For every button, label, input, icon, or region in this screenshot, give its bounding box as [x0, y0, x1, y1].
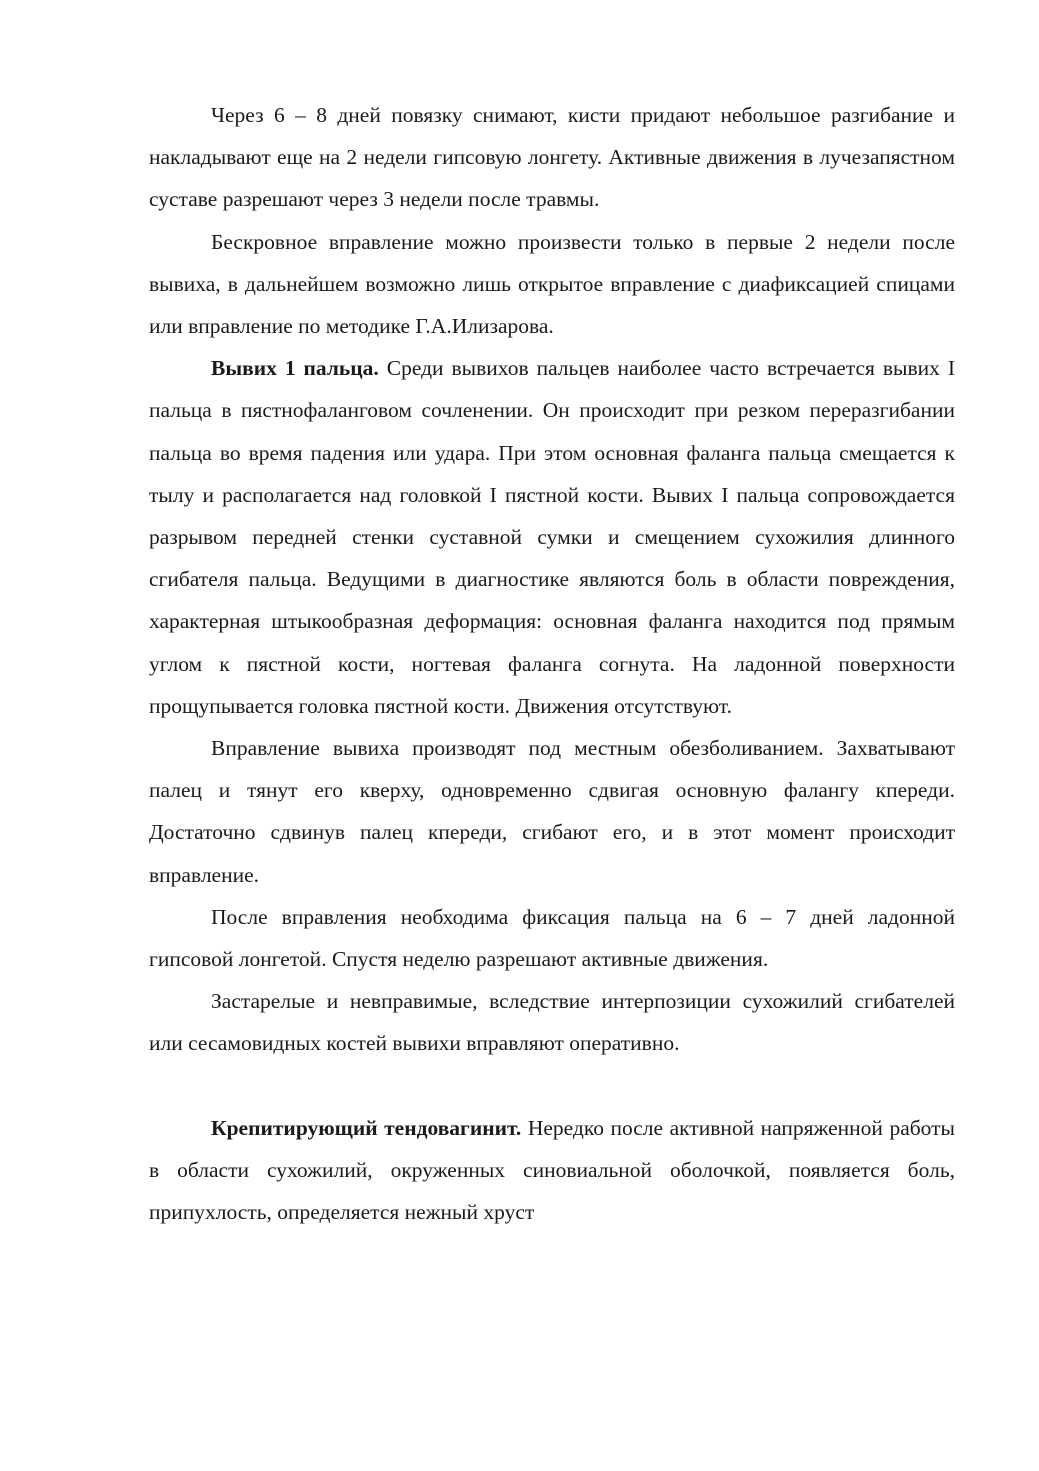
paragraph-crepitant-tenosynovitis: [149, 1107, 955, 1234]
paragraph-heading: Крепитирующий тендовагинит.: [211, 1115, 522, 1140]
paragraph-bloodless-reduction: [149, 221, 955, 348]
paragraph-text: Через 6 – 8 дней повязку снимают, кисти придают небольшое разгибание и накладывают еще на 2 недели гипсовую лонгету. Активные движения в лучезапястном суставе разрешают через 3 недели после травмы.: [149, 103, 955, 212]
paragraph-text: Застарелые и невправимые, вследствие интерпозиции сухожилий сгибателей или сесамовидных костей вывихи вправляют оперативно.: [149, 989, 955, 1056]
paragraph-chronic-dislocations: [149, 980, 955, 1064]
paragraph-bandage-removal: [149, 94, 955, 221]
paragraph-text: Бескровное вправление можно произвести только в первые 2 недели после вывиха, в дальнейшем возможно лишь открытое вправление с диафиксацией спицами или вправление по методике Г.А.Илизарова.: [149, 229, 955, 339]
paragraph-text: Вправление вывиха производят под местным обезболиванием. Захватывают палец и тянут его кверху, одновременно сдвигая основную фалангу кпереди. Достаточно сдвинув палец кпереди, сгибают его, и в этот момент происходит вправление.: [149, 736, 955, 887]
document-page: [149, 94, 955, 1233]
paragraph-thumb-dislocation: [149, 347, 955, 727]
paragraph-text: Среди вывихов пальцев наиболее часто встречается вывих I пальца в пястнофаланговом сочленении. Он происходит при резком переразгибании пальца во время падения или удара. При этом основная фаланга пальца смещается к тылу и располагается над головкой I пястной кости. Вывих I пальца сопровождается разрывом передней стенки суставной сумки и смещением сухожилия длинного сгибателя пальца. Ведущими в диагностике являются боль в области повреждения, характерная штыкообразная деформация: основная фаланга находится под прямым углом к пястной кости, ногтевая фаланга согнута. На ладонной поверхности прощупывается головка пястной кости. Движения отсутствуют.: [149, 356, 955, 718]
paragraph-text: После вправления необходима фиксация пальца на 6 – 7 дней ладонной гипсовой лонгетой. Спустя неделю разрешают активные движения.: [149, 904, 955, 972]
paragraph-heading: Вывих 1 пальца.: [211, 356, 379, 381]
paragraph-fixation: [149, 896, 955, 980]
paragraph-reduction-method: [149, 727, 955, 896]
paragraph-text: Нередко после активной напряженной работы в области сухожилий, окруженных синовиальной оболочкой, появляется боль, припухлость, определяется нежный хруст: [149, 1115, 955, 1225]
section-gap: [149, 1065, 955, 1107]
